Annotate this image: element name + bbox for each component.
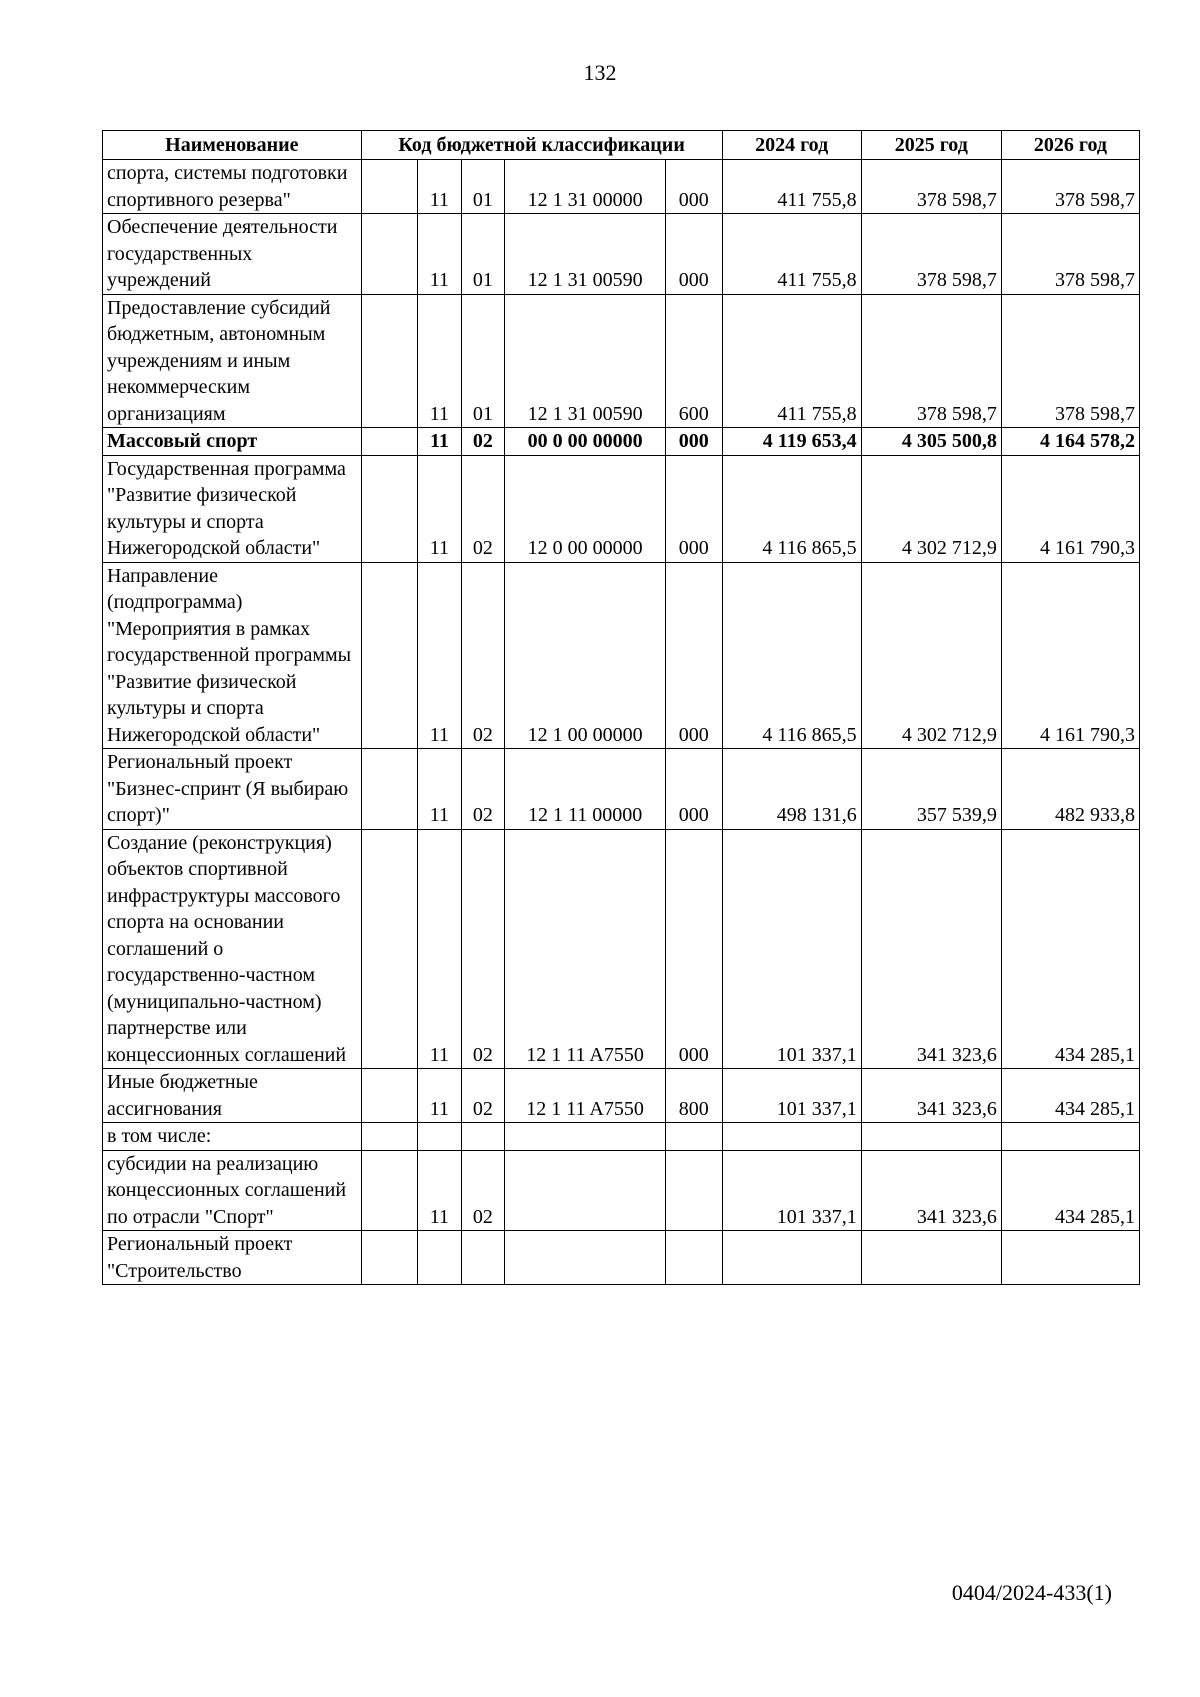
row-subsection: 02 [461,1150,504,1231]
row-2024: 4 116 865,5 [722,455,861,562]
row-section: 11 [418,562,461,749]
table-row [103,562,1140,749]
row-2025 [861,1123,1001,1151]
table-row [103,1150,1140,1231]
row-2025: 357 539,9 [861,749,1001,830]
row-2024: 101 337,1 [722,1150,861,1231]
row-2025: 378 598,7 [861,294,1001,428]
row-section [418,1123,461,1151]
row-blank [361,455,418,562]
row-target-article [505,1231,666,1285]
row-expense-type: 000 [666,749,723,830]
header-2026: 2026 год [1001,131,1139,160]
row-expense-type: 000 [666,455,723,562]
table-row [103,1231,1140,1285]
row-blank [361,562,418,749]
row-2025 [861,1231,1001,1285]
row-2024: 411 755,8 [722,214,861,295]
row-2025: 341 323,6 [861,1150,1001,1231]
row-name: Иные бюджетные ассигнования [103,1069,362,1123]
row-section: 11 [418,160,461,214]
row-blank [361,1150,418,1231]
document-code: 0404/2024-433(1) [951,1580,1112,1605]
row-2024 [722,1123,861,1151]
row-section: 11 [418,428,461,456]
row-blank [361,1123,418,1151]
table-row [103,160,1140,214]
row-expense-type: 800 [666,1069,723,1123]
row-target-article: 12 1 11 00000 [505,749,666,830]
row-expense-type: 000 [666,829,723,1069]
row-section: 11 [418,1150,461,1231]
row-expense-type: 600 [666,294,723,428]
row-2024: 101 337,1 [722,829,861,1069]
row-name: Региональный проект "Строительство [103,1231,362,1285]
row-expense-type: 000 [666,214,723,295]
row-subsection: 02 [461,829,504,1069]
row-2025: 4 305 500,8 [861,428,1001,456]
row-subsection [461,1231,504,1285]
row-2026: 434 285,1 [1001,1150,1139,1231]
row-2026: 482 933,8 [1001,749,1139,830]
table-header-row [103,131,1140,160]
row-target-article: 12 0 00 00000 [505,455,666,562]
table-row [103,1123,1140,1151]
row-name: Государственная программа "Развитие физической культуры и спорта Нижегородской области" [103,455,362,562]
row-name: Массовый спорт [103,428,362,456]
table-row [103,829,1140,1069]
row-blank [361,1069,418,1123]
row-2025: 4 302 712,9 [861,455,1001,562]
row-2026 [1001,1231,1139,1285]
row-target-article: 12 1 31 00590 [505,294,666,428]
row-target-article: 12 1 31 00590 [505,214,666,295]
row-2024: 498 131,6 [722,749,861,830]
row-2024: 4 119 653,4 [722,428,861,456]
row-blank [361,294,418,428]
row-expense-type [666,1231,723,1285]
row-2026: 434 285,1 [1001,829,1139,1069]
row-2026: 378 598,7 [1001,214,1139,295]
row-section: 11 [418,214,461,295]
row-2024: 411 755,8 [722,294,861,428]
row-target-article: 12 1 31 00000 [505,160,666,214]
row-blank [361,829,418,1069]
row-target-article: 12 1 11 A7550 [505,1069,666,1123]
row-name: Направление (подпрограмма) "Мероприятия в рамках государственной программы "Развитие физической культуры и спорта Нижегородской области" [103,562,362,749]
row-name: Создание (реконструкция) объектов спортивной инфраструктуры массового спорта на основании соглашений о государственно-частном (муниципально-частном) партнерстве или концессионных соглашений [103,829,362,1069]
row-2025: 4 302 712,9 [861,562,1001,749]
row-subsection: 02 [461,562,504,749]
row-blank [361,1231,418,1285]
row-subsection: 02 [461,749,504,830]
budget-table [102,130,1140,1285]
row-2024: 4 116 865,5 [722,562,861,749]
row-section: 11 [418,1069,461,1123]
row-target-article [505,1150,666,1231]
row-2026: 434 285,1 [1001,1069,1139,1123]
row-blank [361,749,418,830]
row-2026: 4 164 578,2 [1001,428,1139,456]
header-code: Код бюджетной классификации [361,131,722,160]
row-name: Обеспечение деятельности государственных учреждений [103,214,362,295]
row-2025: 378 598,7 [861,160,1001,214]
row-section: 11 [418,294,461,428]
row-2025: 378 598,7 [861,214,1001,295]
row-2024: 411 755,8 [722,160,861,214]
row-2024 [722,1231,861,1285]
row-subsection: 02 [461,1069,504,1123]
row-2024: 101 337,1 [722,1069,861,1123]
row-name: субсидии на реализацию концессионных соглашений по отрасли "Спорт" [103,1150,362,1231]
row-expense-type [666,1150,723,1231]
row-2026: 4 161 790,3 [1001,562,1139,749]
row-name: спорта, системы подготовки спортивного резерва" [103,160,362,214]
row-blank [361,160,418,214]
row-expense-type: 000 [666,562,723,749]
header-2024: 2024 год [722,131,861,160]
page-number: 132 [583,60,617,85]
row-subsection: 01 [461,214,504,295]
row-subsection [461,1123,504,1151]
row-name: Региональный проект "Бизнес-спринт (Я выбираю спорт)" [103,749,362,830]
row-2026 [1001,1123,1139,1151]
row-subsection: 02 [461,428,504,456]
row-blank [361,428,418,456]
row-2025: 341 323,6 [861,1069,1001,1123]
row-expense-type: 000 [666,428,723,456]
row-target-article: 12 1 00 00000 [505,562,666,749]
row-subsection: 01 [461,160,504,214]
row-target-article: 12 1 11 A7550 [505,829,666,1069]
row-name: в том числе: [103,1123,362,1151]
row-section: 11 [418,455,461,562]
row-name: Предоставление субсидий бюджетным, автономным учреждениям и иным некоммерческим организациям [103,294,362,428]
header-name: Наименование [103,131,362,160]
row-expense-type [666,1123,723,1151]
row-subsection: 01 [461,294,504,428]
row-section [418,1231,461,1285]
row-2026: 4 161 790,3 [1001,455,1139,562]
row-2025: 341 323,6 [861,829,1001,1069]
row-2026: 378 598,7 [1001,294,1139,428]
table-row [103,294,1140,428]
row-2026: 378 598,7 [1001,160,1139,214]
header-2025: 2025 год [861,131,1001,160]
table-row [103,455,1140,562]
row-target-article [505,1123,666,1151]
row-blank [361,214,418,295]
row-section: 11 [418,829,461,1069]
table-row [103,749,1140,830]
table-row [103,214,1140,295]
row-section: 11 [418,749,461,830]
table-row [103,1069,1140,1123]
row-target-article: 00 0 00 00000 [505,428,666,456]
row-subsection: 02 [461,455,504,562]
row-expense-type: 000 [666,160,723,214]
table-row-total [103,428,1140,456]
